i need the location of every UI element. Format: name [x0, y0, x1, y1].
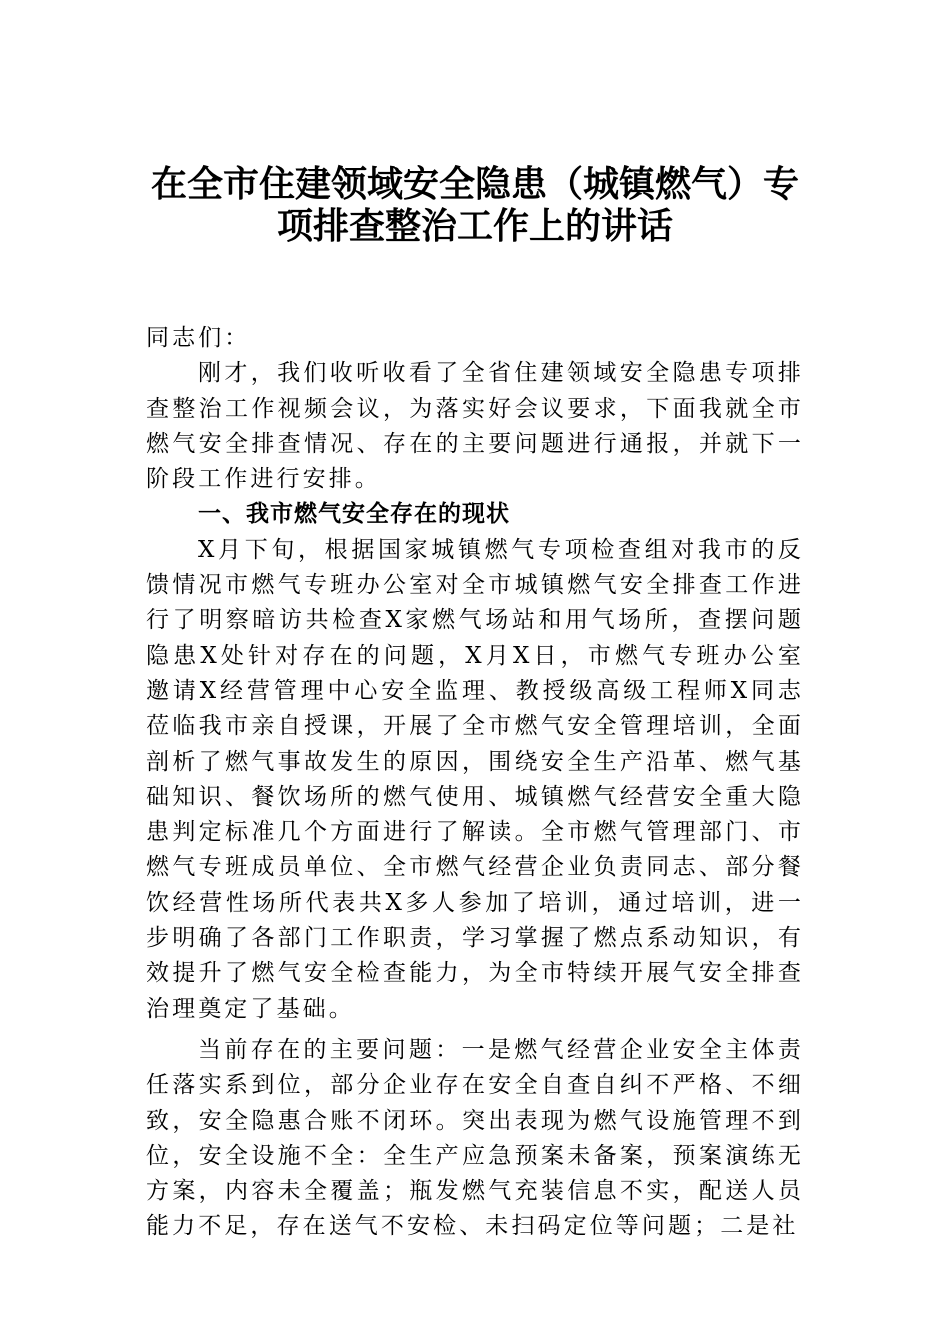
- section-1-heading: 一、我市燃气安全存在的现状: [198, 501, 510, 528]
- problems-paragraph: 当前存在的主要问题：一是燃气经营企业安全主体责任落实系到位，部分企业存在安全自查自纠不严格、不细致，安全隐惠合账不闭环。突出表现为燃气设施管理不到位，安全设施不全：全生产应急预案未备案，预案演练无方案，内容未全覆盖；瓶发燃气充装信息不实，配送人员能力不足，存在送气不安检、未扫码定位等问题；二是社: [146, 1036, 804, 1240]
- document-title-line-2: 项排查整治工作上的讲话: [276, 206, 673, 247]
- intro-paragraph: 刚才，我们收听收看了全省住建领域安全隐患专项排查整治工作视频会议，为落实好会议要求，下面我就全市燃气安全排查情况、存在的主要问题进行通报，并就下一阶段工作进行安排。: [146, 360, 804, 493]
- document-body: [146, 321, 804, 1245]
- status-paragraph: X月下旬，根据国家城镇燃气专项检查组对我市的反馈情况市燃气专班办公室对全市城镇燃气安全排查工作进行了明察暗访共检查X家燃气场站和用气场所，查摆问题隐患X处针对存在的问题，X月X日，市燃气专班办公室邀请X经营管理中心安全监理、教授级高级工程师X同志莅临我市亲自授课，开展了全市燃气安全管理培训，全面剖析了燃气事故发生的原因，围绕安全生产沿革、燃气基础知识、餐饮场所的燃气使用、城镇燃气经营安全重大隐患判定标准几个方面进行了解读。全市燃气管理部门、市燃气专班成员单位、全市燃气经营企业负责同志、部分餐饮经营性场所代表共X多人参加了培训，通过培训，进一步明确了各部门工作职责，学习掌握了燃点系动知识，有效提升了燃气安全检查能力，为全市特续开展气安全排查治理奠定了基础。: [146, 536, 804, 1022]
- salutation: 同志们：: [146, 325, 251, 351]
- document-title-line-1: 在全市住建领域安全隐患（城镇燃气）专: [150, 164, 799, 205]
